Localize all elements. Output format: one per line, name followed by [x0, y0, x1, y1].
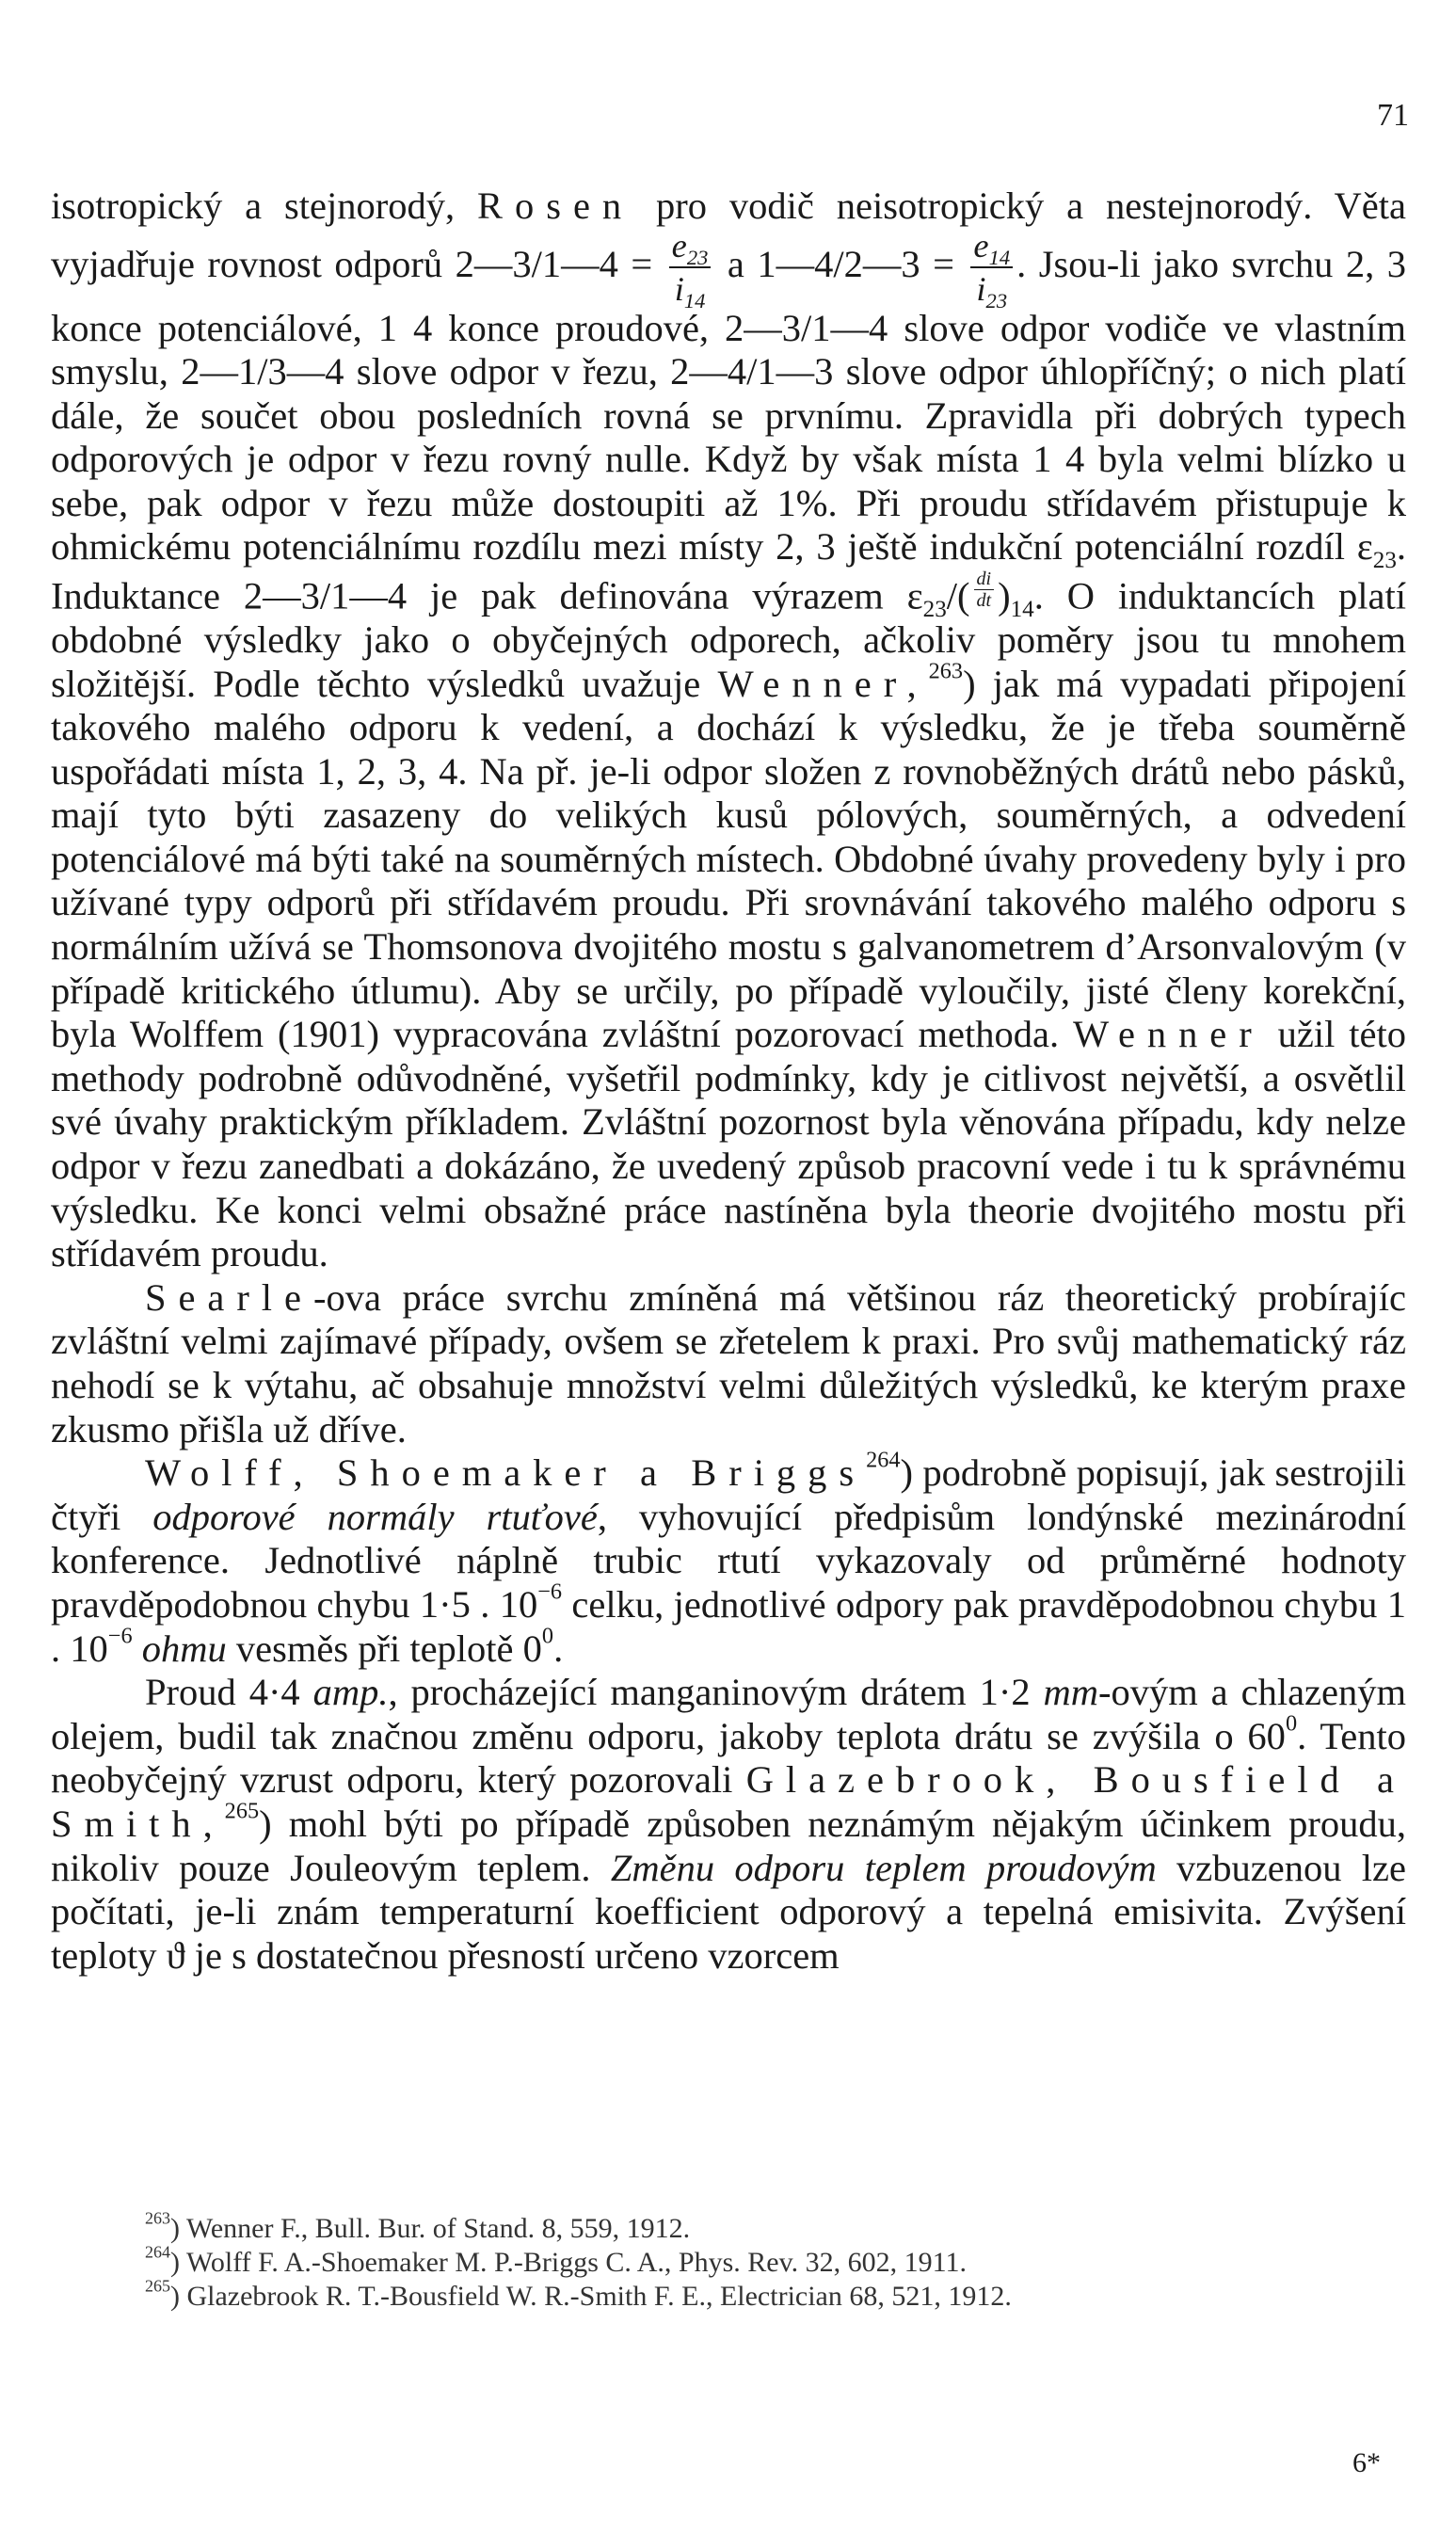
text-run: vesměs při teplotě 0 [226, 1627, 542, 1670]
paragraph-3 [51, 1447, 1407, 1671]
printer-signature: 6* [1352, 2447, 1381, 2478]
footnote-number: 263 [145, 2208, 170, 2228]
text-run: užil této methody podrobně odůvodněné, vyšetřil podmínky, kdy je citlivost největší, a osvětlil své úvahy praktickým příkladem. Zvláštní pozornost byla věnována případu, kdy nelze odpor v řezu zanedbati a dokázáno, že uvedený způsob pracovní vede i tu k správnému výsledku. Ke konci velmi obsažné práce nastíněna byla theorie dvojitého mostu při střídavém proudu. [51, 1013, 1406, 1275]
text-run: /( [946, 574, 970, 617]
italic-unit: mm [1043, 1671, 1099, 1714]
subscript: 23 [985, 288, 1008, 312]
author-names-glazebrook-bousfield-smith: Glazebrook, Bousfield a Smith, [51, 1758, 1406, 1845]
footnote-text: ) Wolff F. A.-Shoemaker M. P.-Briggs C. A., Phys. Rev. 32, 602, 1911. [170, 2247, 968, 2278]
fraction-denominator: dt [976, 590, 992, 612]
fraction-e14-i23 [970, 226, 1013, 312]
text-run: Proud 4·4 [145, 1671, 313, 1714]
degree-sign: 0 [541, 1623, 554, 1649]
author-names-wolff-shoemaker-briggs: Wolff, Shoemaker a Briggs [145, 1451, 867, 1495]
italic-unit: amp. [312, 1671, 389, 1714]
text-run: -ova práce svrchu zmíněná má většinou ráz theoretický probírajíc zvláštní velmi zajímavé případy, ovšem se zřetelem k praxi. Pro svůj mathematický ráz nehodí se k výtahu, ač obsahuje množství velmi důležitých výsledků, ke kterým praxe zkusmo přišla už dříve. [51, 1275, 1406, 1450]
footnote-264 [51, 2242, 1406, 2280]
text-run: . Induktance 2—3/1—4 je pak definována výrazem ε [51, 525, 1406, 617]
author-name-wenner: Wenner, [717, 662, 929, 705]
author-name-searle: Searle [145, 1275, 313, 1319]
italic-term: Změnu odporu teplem proudovým [610, 1846, 1157, 1889]
text-run: , procházející manganinovým drátem 1·2 [388, 1671, 1044, 1714]
text-run: vzbuzenou lze počítati, je-li znám temperaturní koefficient odporový a tepelná emisivita. Zvýšení teploty ϑ je s dostatečnou přesností určeno vzorcem [51, 1846, 1406, 1977]
text-run: . Jsou-li jako svrchu 2, 3 konce potenciálové, 1 4 konce proudové, 2—3/1—4 slove odpor vodiče ve vlastním smyslu, 2—1/3—4 slove odpor v řezu, 2—4/1—3 slove odpor úhlopříčný; o nich platí dále, že součet obou posledních rovná se prvnímu. Zpravidla při dobrých typech odporových je odpor v řezu rovný nulle. Když by však místa 1 4 byla velmi blízko u sebe, pak odpor v řezu může dostoupiti až 1%. Při proudu střídavém přistupuje k ohmickému potenciálnímu rozdílu mezi místy 2, 3 ještě indukční potenciální rozdíl ε [51, 242, 1406, 569]
fraction-numerator: e [973, 226, 989, 264]
body-text [51, 184, 1406, 1978]
footnote-263 [51, 2208, 1406, 2246]
paragraph-2 [51, 1276, 1406, 1451]
author-name-rosen: Rosen [477, 184, 634, 227]
subscript: 23 [1372, 548, 1397, 574]
italic-unit: ohmu [132, 1627, 227, 1670]
degree-sign: 0 [1285, 1710, 1298, 1737]
exponent: −6 [537, 1578, 563, 1605]
author-name-wenner: Wenner [1073, 1013, 1264, 1056]
text-run: -ovým a chlazeným olejem, budil tak značnou změnu odporu, jakoby teplota drátu se zvýšila o 60 [51, 1671, 1406, 1757]
fraction-denominator: i [976, 270, 986, 309]
text-run: celku, jednotlivé odpory pak pravděpodobnou chybu 1 . 10 [51, 1582, 1407, 1670]
text-run: ) [998, 574, 1011, 617]
text-run: , vyhovující předpisům londýnské mezinárodní konference. Jednotlivé náplně trubic rtutí vykazovaly od průměrné hodnoty pravděpodobnou chybu 1·5 . 10 [51, 1495, 1406, 1626]
subscript: 23 [922, 597, 947, 623]
text-run: . [553, 1627, 564, 1670]
footnote-number: 265 [145, 2276, 170, 2296]
text-run: . Tento neobyčejný vzrust odporu, který pozorovali [51, 1714, 1406, 1802]
footnote-text: ) Wenner F., Bull. Bur. of Stand. 8, 559, 1912. [170, 2213, 691, 2244]
paragraph-4 [51, 1671, 1406, 1978]
fraction-denominator: i [674, 270, 684, 309]
italic-term: odporové normály rtuťové [152, 1495, 598, 1538]
text-run: . O induktancích platí obdobné výsledky jako o obyčejných odporech, ačkoliv poměry jsou tu mnohem složitější. Podle těchto výsledků uvažuje [51, 574, 1406, 705]
text-run: a 1—4/2—3 = [714, 242, 968, 285]
text-run: pro vodič neisotropický a nestejnorodý. Věta vyjadřuje rovnost odporů 2—3/1—4 = [51, 184, 1407, 285]
page-number: 71 [1377, 98, 1409, 133]
fraction-di-dt [974, 569, 995, 610]
exponent: −6 [107, 1623, 133, 1649]
subscript: 14 [988, 245, 1011, 269]
fraction-e23-i14 [669, 226, 712, 312]
subscript: 23 [686, 245, 709, 269]
footnote-text: ) Glazebrook R. T.-Bousfield W. R.-Smith F. E., Electrician 68, 521, 1912. [170, 2281, 1012, 2312]
fraction-numerator: di [974, 569, 995, 590]
paragraph-1 [51, 184, 1406, 1276]
fraction-numerator: e [671, 226, 687, 264]
footnote-number: 264 [145, 2242, 170, 2262]
footnote-265 [51, 2276, 1406, 2314]
text-run: ) podrobně popisují, jak sestrojili čtyři [51, 1451, 1406, 1538]
text-run: isotropický a stejnorodý, [51, 184, 478, 227]
footnote-ref-263: 263 [928, 658, 964, 684]
subscript: 14 [1010, 597, 1034, 623]
subscript: 14 [683, 288, 706, 312]
footnote-ref-264: 264 [866, 1447, 901, 1473]
text-run: ) mohl býti po případě způsoben neznámým nějakým účinkem proudu, nikoliv pouze Jouleovým teplem. [51, 1802, 1406, 1889]
footnotes [51, 2208, 1406, 2314]
text-run: ) jak má vypadati připojení takového malého odporu k vedení, a dochází k výsledku, že je třeba souměrně uspořádati místa 1, 2, 3, 4. Na př. je-li odpor složen z rovnoběžných drátů nebo pásků, mají tyto býti zasazeny do velikých kusů pólových, souměrných, a odvedení potenciálové má býti také na souměrných místech. Obdobné úvahy provedeny byly i pro užívané typy odporů při střídavém proudu. Při srovnávání takového malého odporu s normálním užívá se Thomsonova dvojitého mostu s galvanometrem d’Arsonvalovým (v případě kritického útlumu). Aby se určily, po případě vyloučily, jisté členy korekční, byla Wolffem (1901) vypracována zvláštní pozorovací methoda. [51, 662, 1406, 1056]
footnote-ref-265: 265 [224, 1798, 260, 1824]
